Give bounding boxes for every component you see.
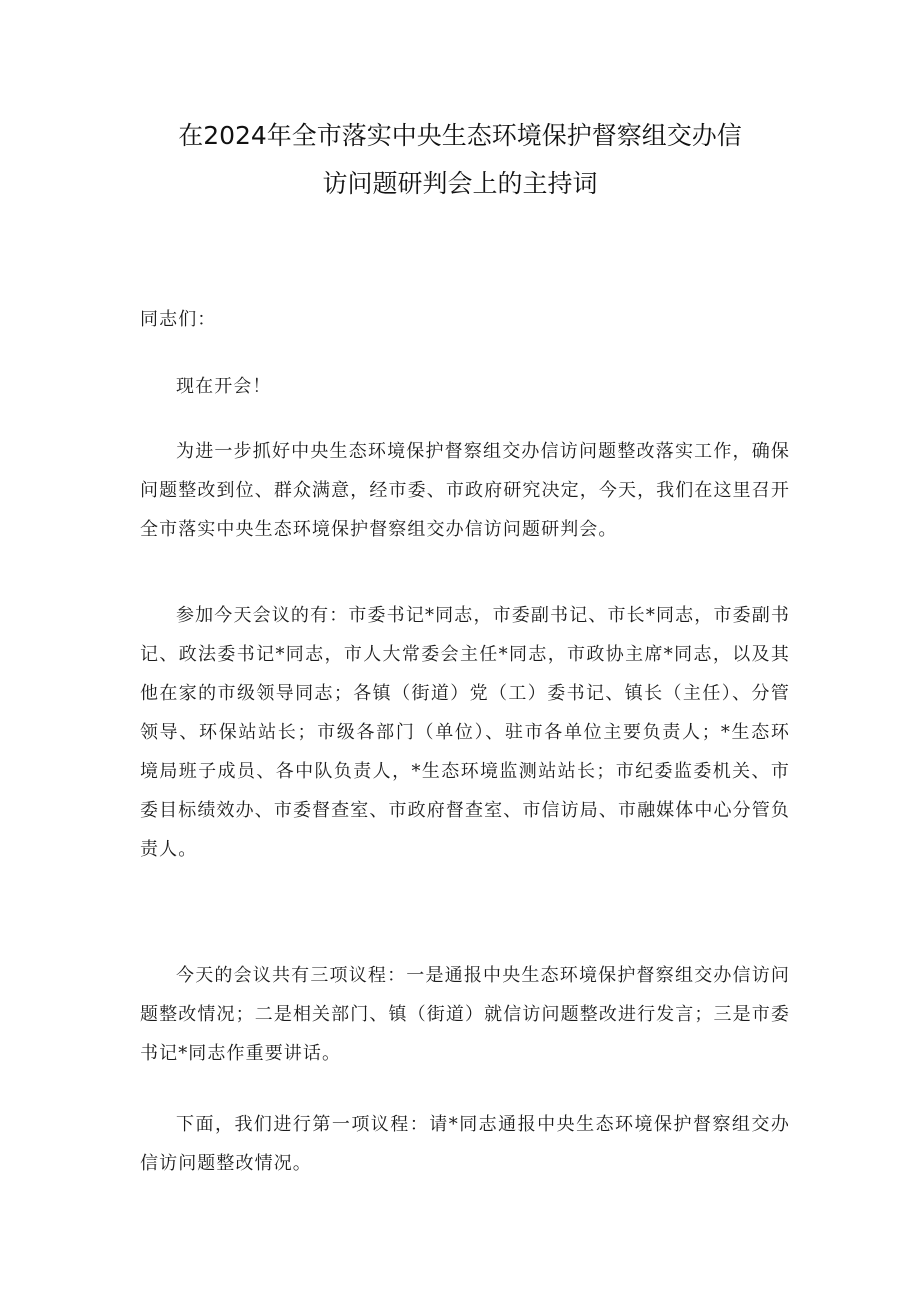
salutation-block: [140, 300, 790, 339]
paragraph-agenda: 今天的会议共有三项议程：一是通报中央生态环境保护督察组交办信访问题整改情况；二是相关部门、镇（街道）就信访问题整改进行发言；三是市委书记*同志作重要讲话。: [140, 965, 790, 1064]
paragraph-block-3: [140, 956, 790, 1073]
paragraph-block-4: [140, 1105, 790, 1183]
paragraph-first-item: 下面，我们进行第一项议程：请*同志通报中央生态环境保护督察组交办信访问题整改情况。: [140, 1114, 790, 1174]
opening-statement: 现在开会！: [176, 376, 272, 397]
salutation: 同志们：: [140, 309, 217, 330]
opening-block: [140, 367, 790, 406]
title-line-1: 在2024年全市落实中央生态环境保护督察组交办信: [178, 121, 742, 150]
paragraph-block-2: [140, 596, 790, 869]
document-title: [120, 112, 800, 208]
paragraph-block-1: [140, 432, 790, 549]
title-line-2: 访问题研判会上的主持词: [322, 169, 598, 198]
paragraph-attendees: 参加今天会议的有：市委书记*同志，市委副书记、市长*同志，市委副书记、政法委书记*同志，市人大常委会主任*同志，市政协主席*同志，以及其他在家的市级领导同志；各镇（街道）党（工）委书记、镇长（主任）、分管领导、环保站站长；市级各部门（单位）、驻市各单位主要负责人；*生态环境局班子成员、各中队负责人，*生态环境监测站站长；市纪委监委机关、市委目标绩效办、市委督查室、市政府督查室、市信访局、市融媒体中心分管负责人。: [140, 605, 790, 860]
paragraph-purpose: 为进一步抓好中央生态环境保护督察组交办信访问题整改落实工作，确保问题整改到位、群众满意，经市委、市政府研究决定，今天，我们在这里召开全市落实中央生态环境保护督察组交办信访问题研判会。: [140, 441, 790, 540]
